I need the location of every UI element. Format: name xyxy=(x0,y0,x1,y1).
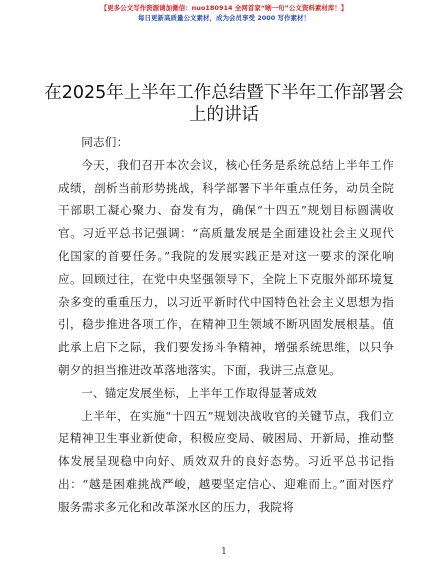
header-banner xyxy=(0,3,448,23)
paragraph-section-1: 上半年，在实施“十四五”规划决战收官的关键节点，我们立足精神卫生事业新使命，积极应变局、破困局、开新局，推动整体发展呈现稳中向好、质效双升的良好态势。习近平总书记指出：“越是困难挑战严峻，越要坚定信心、迎难而上。”面对医疗服务需求多元化和改革深水区的压力，我院将 xyxy=(58,408,394,514)
banner-line-2: 每日更新高质量公文素材，成为会员享受 2000 写作素材！ xyxy=(137,14,311,22)
section-heading-1: 一、锚定发展坐标，上半年工作取得显著成效 xyxy=(81,385,318,400)
page-number: 1 xyxy=(221,547,227,557)
document-body xyxy=(58,131,394,519)
paragraph-intro: 今天，我们召开本次会议，核心任务是系统总结上半年工作成绩，剖析当前形势挑战，科学部署下半年重点任务，动员全院干部职工凝心聚力、奋发有为，确保“十四五”规划目标圆满收官。习近平总书记强调：“高质量发展是全面建设社会主义现代化国家的首要任务。”我院的发展实践正是对这一要求的深化响应。回顾过往，在党中央坚强领导下，全院上下克服外部环境复杂多变的重重压力，以习近平新时代中国特色社会主义思想为指引，稳步推进各项工作，在精神卫生领域不断巩固发展根基。值此承上启下之际，我们要发扬斗争精神，增强系统思维，以只争朝夕的担当推进改革落地落实。下面，我讲三点意见。 xyxy=(58,157,394,377)
banner-line-1: 【更多公文写作资源请加微信：nuo180914 全网首家“晰一句”公文资料素材库！】 xyxy=(100,4,348,12)
salutation: 同志们： xyxy=(81,135,129,149)
document-title: 在2025年上半年工作总结暨下半年工作部署会上的讲话 xyxy=(44,83,404,125)
